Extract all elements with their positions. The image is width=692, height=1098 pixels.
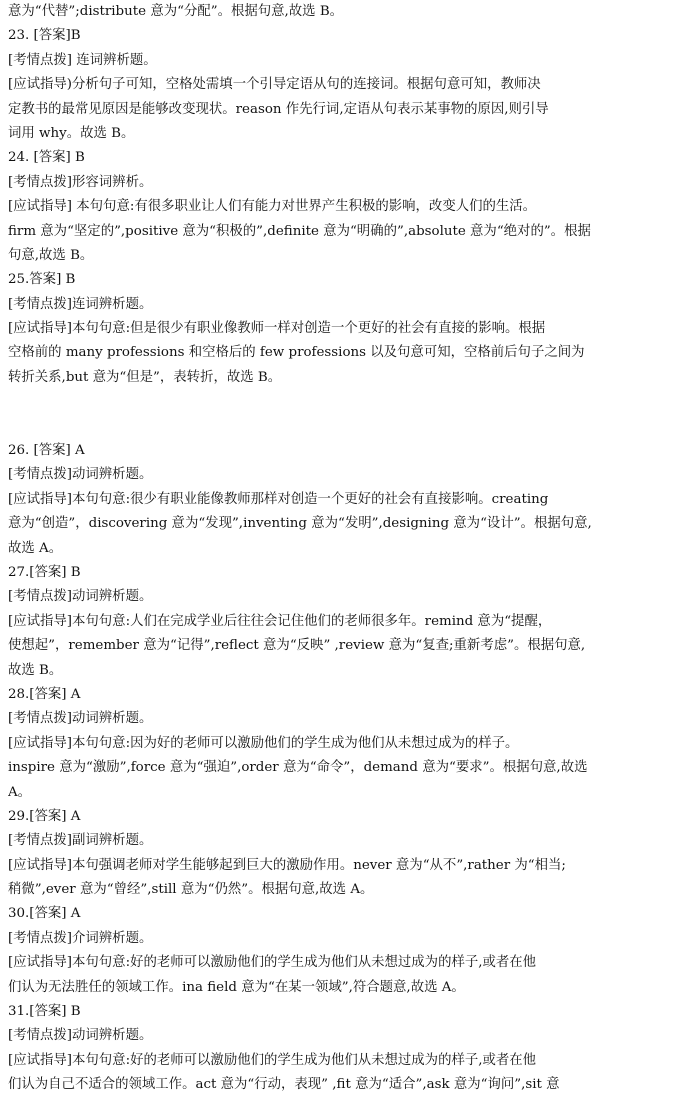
text-line: 句意,故选 B。 — [8, 247, 94, 263]
text-line: [应试指导]本句强调老师对学生能够起到巨大的激励作用。never 意为“从不”,rather 为“相当; — [8, 857, 566, 873]
text-line: 使想起”，remember 意为“记得”,reflect 意为“反映” ,review 意为“复查;重新考虑”。根据句意, — [8, 638, 586, 654]
text-line: 故选 B。 — [8, 662, 63, 678]
text-line: 30.[答案] A — [8, 906, 81, 922]
text-line: [考情点拨]动词辨析题。 — [8, 589, 153, 605]
text-line: [应试指导]本句句意:好的老师可以激励他们的学生成为他们从未想过成为的样子,或者在他 — [8, 955, 537, 971]
text-line: A。 — [8, 784, 32, 800]
text-line: [考情点拨]介词辨析题。 — [8, 930, 153, 946]
text-line: 故选 A。 — [8, 540, 63, 556]
text-line: 们认为自己不适合的领域工作。act 意为“行动，表现” ,fit 意为“适合”,ask 意为“询问”,sit 意 — [8, 1077, 560, 1093]
text-line: [考情点拨]形容词辨析。 — [8, 174, 153, 190]
text-line: 27.[答案] B — [8, 564, 81, 580]
text-line: [应试指导]本句句意:很少有职业能像教师那样对创造一个更好的社会有直接影响。creating — [8, 491, 549, 507]
document-page — [8, 0, 684, 1098]
text-line: [应试指导]本句句意:因为好的老师可以激励他们的学生成为他们从未想过成为的样子。 — [8, 735, 519, 751]
text-line: 意为“代替”;distribute 意为“分配”。根据句意,故选 B。 — [8, 4, 344, 19]
blank-line — [8, 415, 684, 439]
text-line: [应试指导]本句句意:人们在完成学业后往往会记住他们的老师很多年。remind 意为“提醒， — [8, 613, 552, 629]
text-line: [考情点拨]副词辨析题。 — [8, 833, 153, 849]
text-line: 们认为无法胜任的领域工作。ina field 意为“在某一领域”,符合题意,故选 A。 — [8, 979, 465, 995]
text-line: 定教书的最常见原因是能够改变现状。reason 作先行词,定语从句表示某事物的原因,则引导 — [8, 101, 549, 117]
text-line: 23. [答案]B — [8, 28, 81, 44]
text-line: 24. [答案] B — [8, 150, 85, 166]
blank-line — [8, 390, 684, 414]
text-line: 29.[答案] A — [8, 808, 81, 824]
text-line: 26. [答案] A — [8, 443, 85, 459]
text-line: 25.答案] B — [8, 272, 76, 288]
text-line: [应试指导)分析句子可知，空格处需填一个引导定语从句的连接词。根据句意可知，教师决 — [8, 77, 541, 93]
text-line: [考情点拨]动词辨析题。 — [8, 711, 153, 727]
text-line: [应试指导]本句句意:好的老师可以激励他们的学生成为他们从未想过成为的样子,或者在他 — [8, 1052, 537, 1068]
text-line: [考情点拨]动词辨析题。 — [8, 467, 153, 483]
text-line: 空格前的 many professions 和空格后的 few professions 以及句意可知，空格前后句子之间为 — [8, 345, 585, 361]
text-line: 稍微”,ever 意为“曾经”,still 意为“仍然”。根据句意,故选 A。 — [8, 882, 374, 898]
text-line: [考情点拨]动词辨析题。 — [8, 1028, 153, 1044]
text-line: [考情点拨] 连词辨析题。 — [8, 52, 157, 68]
text-line: inspire 意为“激励”,force 意为“强迫”,order 意为“命令”，demand 意为“要求”。根据句意,故选 — [8, 760, 588, 776]
text-line: [应试指导] 本句句意:有很多职业让人们有能力对世界产生积极的影响，改变人们的生活。 — [8, 199, 537, 215]
text-line: firm 意为“坚定的”,positive 意为“积极的”,definite 意为“明确的”,absolute 意为“绝对的”。根据 — [8, 223, 591, 239]
text-line: [应试指导]本句句意:但是很少有职业像教师一样对创造一个更好的社会有直接的影响。根据 — [8, 321, 546, 337]
text-line: 意为“创造”，discovering 意为“发现”,inventing 意为“发明”,designing 意为“设计”。根据句意, — [8, 516, 592, 532]
text-line: [考情点拨]连词辨析题。 — [8, 296, 153, 312]
text-line: 转折关系,but 意为“但是”，表转折，故选 B。 — [8, 369, 282, 385]
text-line: 词用 why。故选 B。 — [8, 125, 135, 141]
text-line: 31.[答案] B — [8, 1004, 81, 1020]
text-line: 28.[答案] A — [8, 686, 81, 702]
